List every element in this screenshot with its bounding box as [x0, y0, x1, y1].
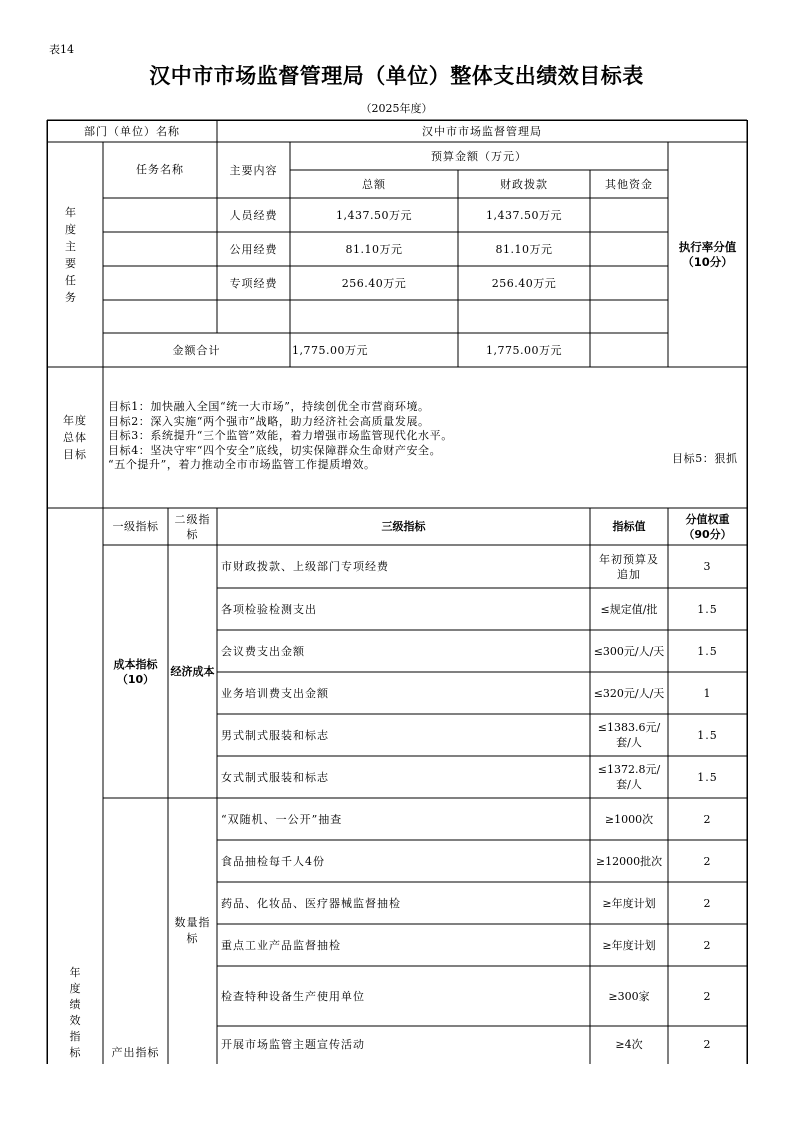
exec-rate-label: 执行率分值（10分）: [678, 239, 737, 269]
output-indicator-label: 产出指标: [111, 1046, 160, 1059]
indicator-name: 业务培训费支出金额: [221, 686, 329, 700]
task-fiscal: 81.10万元: [495, 242, 553, 256]
indicator-name: 男式制式服装和标志: [221, 728, 329, 742]
col-level3: 三级指标: [381, 520, 426, 533]
task-content: 人员经费: [229, 208, 278, 222]
indicator-value: ≥12000批次: [595, 854, 663, 868]
task-total: 1,437.50万元: [336, 208, 412, 222]
goal-line: 目标3：系统提升“三个监管”效能，着力增强市场监管现代化水平。: [108, 429, 453, 442]
indicator-weight: 1.5: [697, 644, 718, 658]
task-total: 81.10万元: [345, 242, 403, 256]
goals-side-label: 年度总体目标: [63, 414, 87, 461]
indicator-weight: 2: [703, 938, 712, 952]
col-level1: 一级指标: [112, 520, 159, 533]
col-task-name: 任务名称: [136, 163, 184, 176]
sum-label: 金额合计: [172, 343, 221, 357]
goal-line: 目标4：坚决守牢“四个安全”底线，切实保障群众生命财产安全。: [108, 443, 442, 457]
task-fiscal: 256.40万元: [491, 276, 557, 290]
indicator-name: 会议费支出金额: [221, 644, 305, 658]
indicator-value: ≤320元/人/天: [593, 686, 665, 700]
indicators-side-label: 年度绩效指标: [69, 966, 81, 1059]
goals-text: [108, 400, 748, 473]
indicator-value: ≥4次: [615, 1037, 643, 1051]
sum-fiscal: 1,775.00万元: [486, 343, 562, 357]
year-label: （2025年度）: [360, 102, 433, 115]
indicator-name: 食品抽检每千人4份: [221, 854, 325, 868]
indicator-value: ≥1000次: [604, 812, 654, 826]
task-content: 专项经费: [229, 276, 278, 290]
indicator-value: ≤规定值/批: [600, 602, 658, 616]
goal-line: 目标2：深入实施“两个强市”战略，助力经济社会高质量发展。: [108, 414, 430, 428]
indicator-value: ≥年度计划: [602, 938, 656, 952]
task-content: 公用经费: [229, 242, 278, 256]
indicator-weight: 1.5: [697, 770, 718, 784]
indicator-value: ≤300元/人/天: [593, 644, 665, 658]
dept-value: 汉中市市场监督管理局: [422, 124, 542, 138]
indicator-value: ≤1372.8元/套/人: [597, 763, 661, 791]
indicator-name: “双随机、一公开”抽查: [221, 812, 343, 826]
col-fiscal: 财政拨款: [500, 177, 548, 191]
col-main-content: 主要内容: [229, 163, 278, 177]
task-fiscal: 1,437.50万元: [486, 208, 562, 222]
indicator-weight: 2: [703, 1037, 712, 1051]
col-total: 总额: [362, 177, 386, 191]
dept-label: 部门（单位）名称: [84, 124, 180, 138]
tasks-side-label: 年度主要任务: [65, 205, 85, 304]
indicator-weight: 2: [703, 896, 712, 910]
indicator-name: 重点工业产品监督抽检: [221, 938, 341, 952]
task-total: 256.40万元: [341, 276, 407, 290]
quantity-indicator-label: 数量指标: [174, 916, 211, 945]
indicator-value: ≥年度计划: [602, 896, 656, 910]
indicator-name: 市财政拨款、上级部门专项经费: [221, 560, 389, 573]
indicator-name: 女式制式服装和标志: [221, 770, 329, 784]
goal-5-text: 目标5：狠抓: [672, 452, 738, 465]
cost-indicator-label: 成本指标（10）: [113, 657, 158, 686]
indicator-weight: 1.5: [697, 602, 718, 616]
goal-line: “五个提升”，着力推动全市市场监管工作提质增效。: [108, 458, 376, 471]
indicator-weight: 2: [703, 812, 712, 826]
indicator-value: ≤1383.6元/套/人: [597, 721, 661, 749]
col-level2: 二级指标: [174, 512, 211, 541]
sum-total: 1,775.00万元: [292, 343, 368, 357]
indicator-weight: 2: [703, 989, 712, 1003]
col-weight: 分值权重（90分）: [683, 512, 732, 541]
economic-cost-label: 经济成本: [170, 664, 215, 678]
goal-line: 目标1：加快融入全国“统一大市场”，持续创优全市营商环境。: [108, 400, 430, 413]
indicator-weight: 3: [703, 560, 712, 573]
indicator-value: ≥300家: [608, 989, 650, 1003]
col-other: 其他资金: [605, 177, 653, 191]
indicator-weight: 1: [703, 686, 712, 700]
indicator-value: 年初预算及追加: [599, 552, 659, 581]
indicator-name: 检查特种设备生产使用单位: [221, 989, 365, 1003]
indicator-weight: 1.5: [697, 728, 718, 742]
indicator-name: 各项检验检测支出: [221, 602, 317, 616]
indicator-weight: 2: [703, 854, 712, 868]
col-budget: 预算金额（万元）: [431, 149, 527, 163]
indicator-name: 药品、化妆品、医疗器械监督抽检: [221, 896, 401, 910]
col-value: 指标值: [612, 520, 646, 533]
table-number: 表14: [49, 43, 74, 56]
page-title: 汉中市市场监督管理局（单位）整体支出绩效目标表: [149, 64, 644, 88]
indicator-name: 开展市场监管主题宣传活动: [221, 1037, 365, 1051]
